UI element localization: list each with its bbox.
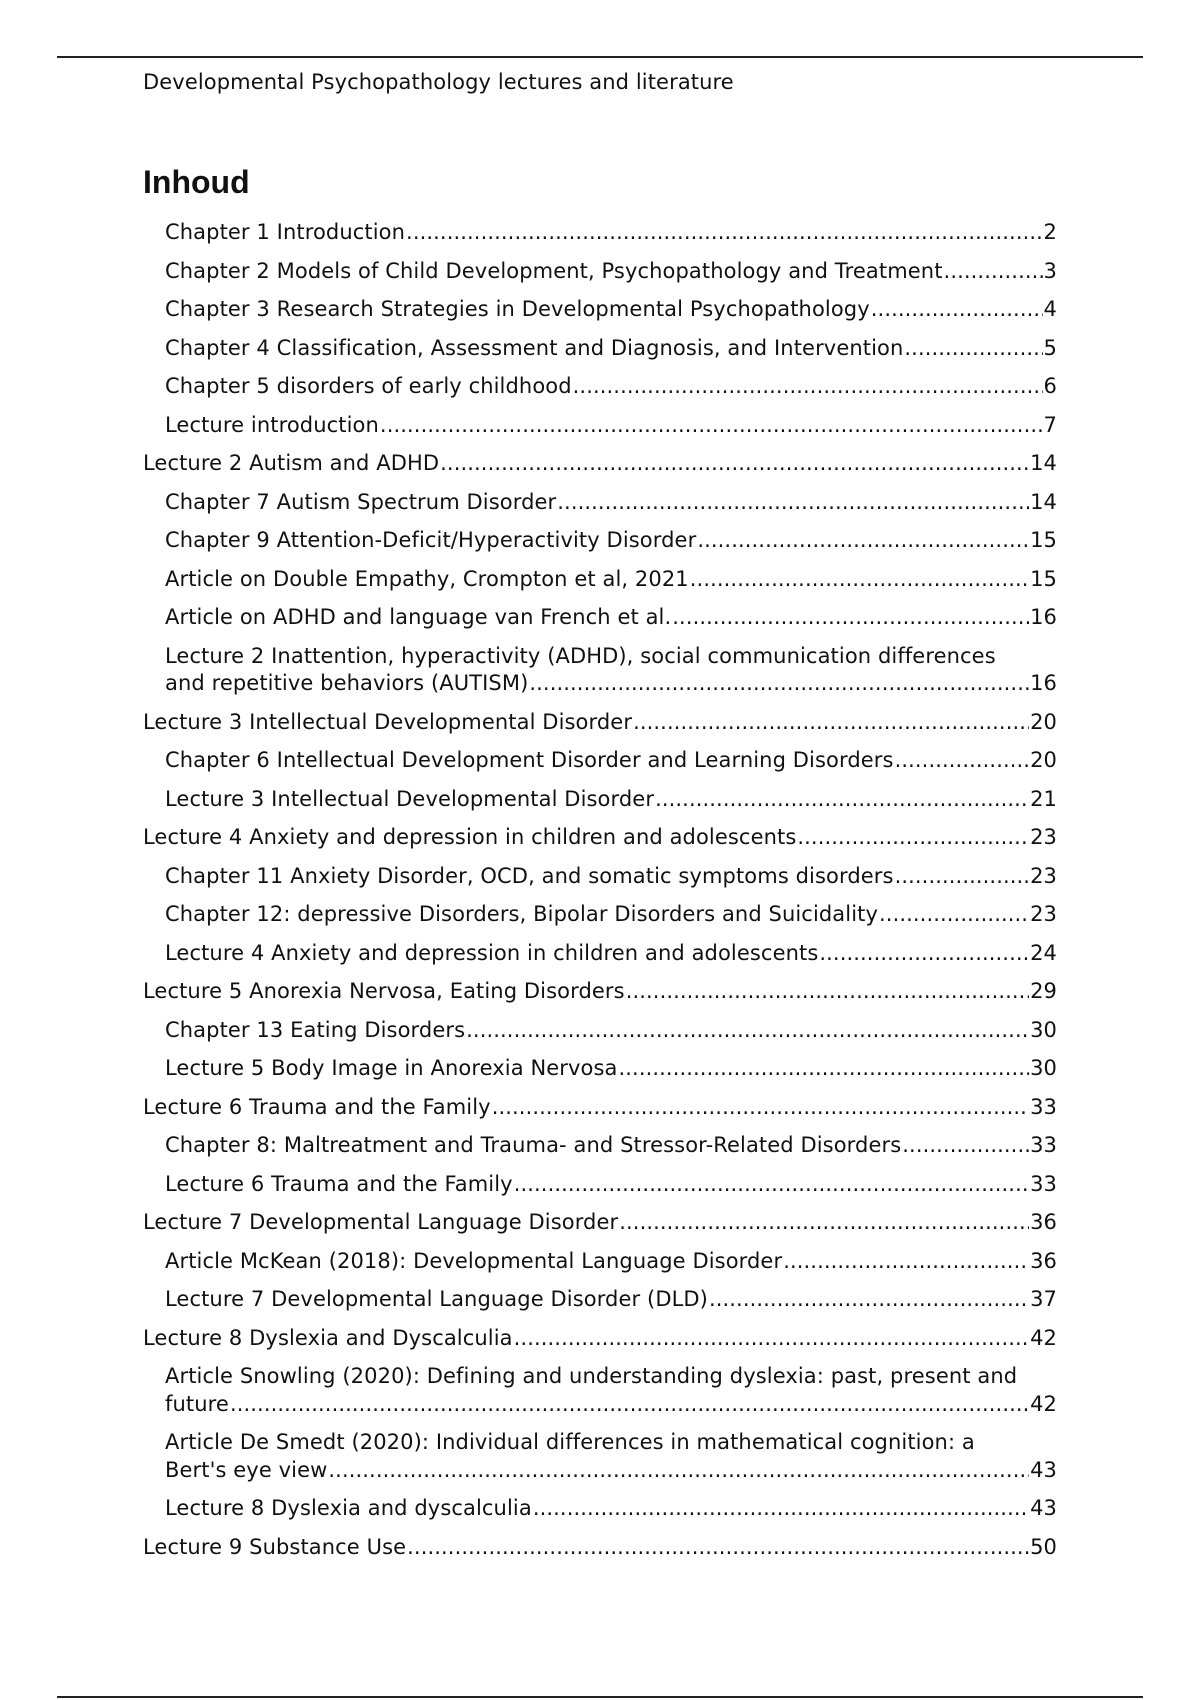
dot-leader: [514, 1171, 1029, 1199]
toc-entry[interactable]: [143, 1534, 1057, 1562]
dot-leader: [895, 747, 1030, 775]
toc-entry-line: [165, 412, 1057, 440]
toc-entry-text: Lecture introduction: [165, 412, 379, 437]
toc-entry-page-number: 5: [1043, 335, 1057, 360]
toc-entry-line: [165, 1457, 1057, 1485]
toc-entry[interactable]: [165, 258, 1057, 286]
toc-entry[interactable]: [143, 1325, 1057, 1353]
toc-entry-text: Chapter 7 Autism Spectrum Disorder: [165, 489, 557, 514]
toc-entry-page-number: 33: [1030, 1171, 1057, 1196]
toc-entry-page-number: 2: [1043, 220, 1057, 244]
toc-entry-text: Article McKean (2018): Developmental Language Disorder: [165, 1248, 783, 1273]
dot-leader: [944, 258, 1043, 286]
toc-entry-text: Lecture 3 Intellectual Developmental Disorder: [165, 786, 655, 811]
toc-entry-text: Chapter 6 Intellectual Development Disorder and Learning Disorders: [165, 748, 894, 772]
toc-entry[interactable]: [165, 335, 1057, 363]
toc-entry-page-number: 20: [1030, 709, 1057, 734]
toc-entry-text: Chapter 13 Eating Disorders: [165, 1017, 466, 1042]
toc-entry-line: [165, 1286, 1057, 1314]
toc-entry-text: Chapter 2 Models of Child Development, Psychopathology and Treatment: [165, 258, 943, 283]
toc-entry[interactable]: [165, 1286, 1057, 1314]
toc-entry-line: [165, 489, 1057, 517]
toc-entry-page-number: 23: [1030, 825, 1057, 849]
toc-entry-line: [165, 901, 1057, 929]
toc-entry[interactable]: [165, 296, 1057, 324]
toc-entry-line: [165, 940, 1057, 968]
toc-entry-text-continued: and repetitive behaviors (AUTISM): [165, 671, 529, 695]
toc-entry[interactable]: [165, 1017, 1057, 1045]
toc-entry-text: Chapter 4 Classification, Assessment and Diagnosis, and Intervention: [165, 335, 904, 360]
toc-entry-page-number: 29: [1030, 979, 1057, 1003]
toc-entry-text: Chapter 1 Introduction: [165, 220, 406, 244]
toc-entry-page-number: 15: [1030, 566, 1057, 591]
toc-entry-page-number: 36: [1030, 1248, 1057, 1273]
dot-leader: [328, 1457, 1029, 1485]
toc-entry-page-number: 30: [1030, 1017, 1057, 1042]
toc-entry[interactable]: [165, 604, 1057, 632]
dot-leader: [902, 1132, 1029, 1160]
toc-entry-line: [165, 296, 1057, 324]
toc-entry[interactable]: [165, 1429, 1057, 1484]
toc-entry-text: Lecture 5 Body Image in Anorexia Nervosa: [165, 1056, 618, 1080]
toc-entry-page-number: 20: [1030, 748, 1057, 772]
toc-entry[interactable]: [165, 940, 1057, 968]
toc-entry-page-number: 7: [1043, 412, 1057, 437]
toc-entry-line: [165, 1017, 1057, 1045]
dot-leader: [406, 219, 1042, 247]
toc-entry-page-number: 23: [1030, 863, 1057, 888]
dot-leader: [529, 670, 1029, 698]
toc-entry[interactable]: [165, 1171, 1057, 1199]
dot-leader: [672, 604, 1029, 632]
toc-entry[interactable]: [143, 824, 1057, 852]
dot-leader: [895, 863, 1030, 891]
toc-entry[interactable]: [143, 978, 1057, 1006]
toc-entry-text: Lecture 2 Autism and ADHD: [143, 451, 440, 475]
toc-entry[interactable]: [143, 1209, 1057, 1237]
header-rule: [57, 56, 1143, 58]
toc-entry-page-number: 33: [1030, 1094, 1057, 1119]
toc-entry[interactable]: [165, 1363, 1057, 1418]
dot-leader: [514, 1325, 1029, 1353]
toc-entry[interactable]: [165, 527, 1057, 555]
toc-entry[interactable]: [165, 373, 1057, 401]
dot-leader: [492, 1094, 1029, 1122]
toc-entry-page-number: 30: [1030, 1056, 1057, 1080]
toc-entry-page-number: 37: [1030, 1287, 1057, 1311]
toc-entry[interactable]: [165, 412, 1057, 440]
dot-leader: [619, 1055, 1030, 1083]
toc-entry-line: [165, 566, 1057, 594]
toc-entry-line: [165, 335, 1057, 363]
toc-entry[interactable]: [165, 1055, 1057, 1083]
toc-entry-page-number: 3: [1043, 258, 1057, 283]
toc-entry-text-continued: future: [165, 1391, 229, 1416]
toc-entry-line: [143, 1209, 1057, 1237]
dot-leader: [797, 824, 1029, 852]
dot-leader: [783, 1248, 1029, 1276]
toc-entry-page-number: 24: [1030, 940, 1057, 965]
toc-entry-page-number: 42: [1030, 1325, 1057, 1350]
toc-entry-text: Lecture 8 Dyslexia and dyscalculia: [165, 1496, 532, 1520]
toc-entry-line: [143, 450, 1057, 478]
toc-entry-page-number: 6: [1043, 374, 1057, 398]
toc-entry-page-number: 50: [1030, 1534, 1057, 1559]
toc-entry-page-number: 16: [1030, 671, 1057, 695]
toc-entry[interactable]: [165, 643, 1057, 698]
toc-entry-page-number: 15: [1030, 528, 1057, 552]
toc-entry-line: [165, 1132, 1057, 1160]
toc-entry-text-continued: Bert's eye view: [165, 1457, 328, 1482]
toc-entry-line: [165, 258, 1057, 286]
toc-entry-line: [165, 747, 1057, 775]
toc-entry[interactable]: [165, 1132, 1057, 1160]
dot-leader: [697, 527, 1029, 555]
toc-entry[interactable]: [143, 709, 1057, 737]
dot-leader: [380, 412, 1043, 440]
toc-entry[interactable]: [165, 1248, 1057, 1276]
toc-entry-text: Lecture 2 Inattention, hyperactivity (ADHD), social communication differences: [165, 643, 996, 668]
dot-leader: [709, 1286, 1029, 1314]
toc-entry-text: Chapter 12: depressive Disorders, Bipolar Disorders and Suicidality: [165, 902, 879, 926]
dot-leader: [533, 1495, 1029, 1523]
toc-entry-text: Lecture 8 Dyslexia and Dyscalculia: [143, 1325, 513, 1350]
toc-entry-line: [143, 709, 1057, 737]
toc-entry-text: Lecture 5 Anorexia Nervosa, Eating Disorders: [143, 979, 625, 1003]
dot-leader: [633, 709, 1029, 737]
toc-entry-line: [165, 1055, 1057, 1083]
toc-entry-text: Article on ADHD and language van French et al.: [165, 605, 672, 629]
toc-entry-text: Chapter 3 Research Strategies in Developmental Psychopathology: [165, 297, 870, 321]
toc-entry[interactable]: [165, 489, 1057, 517]
dot-leader: [557, 489, 1029, 517]
toc-entry[interactable]: [165, 219, 1057, 247]
toc-entry-page-number: 43: [1030, 1457, 1057, 1482]
toc-entry[interactable]: [165, 863, 1057, 891]
toc-entry-text: Chapter 11 Anxiety Disorder, OCD, and somatic symptoms disorders: [165, 863, 894, 888]
toc-entry-line: [165, 670, 1057, 698]
toc-entry-line: [165, 373, 1057, 401]
dot-leader: [655, 786, 1029, 814]
dot-leader: [466, 1017, 1029, 1045]
footer-rule: [57, 1696, 1143, 1698]
toc-entry-line: [165, 219, 1057, 247]
toc-entry-line: [143, 824, 1057, 852]
dot-leader: [904, 335, 1042, 363]
toc-entry-line: [165, 1495, 1057, 1523]
toc-entry-text: Chapter 5 disorders of early childhood: [165, 374, 572, 398]
dot-leader: [230, 1391, 1029, 1419]
toc-entry-text: Lecture 7 Developmental Language Disorder: [143, 1210, 619, 1234]
dot-leader: [440, 450, 1029, 478]
toc-entry-text: Lecture 6 Trauma and the Family: [143, 1094, 491, 1119]
toc-entry-line: [143, 978, 1057, 1006]
toc-entry-page-number: 23: [1030, 902, 1057, 926]
toc-entry-text: Article De Smedt (2020): Individual differences in mathematical cognition: a: [165, 1430, 975, 1454]
dot-leader: [879, 901, 1029, 929]
toc-entry-line: [165, 1248, 1057, 1276]
toc-entry-line: [165, 786, 1057, 814]
toc-entry-page-number: 14: [1030, 489, 1057, 514]
toc-entry-text: Article Snowling (2020): Defining and understanding dyslexia: past, present and: [165, 1364, 1018, 1388]
toc-entry-line: [165, 1171, 1057, 1199]
toc-entry-page-number: 36: [1030, 1210, 1057, 1234]
dot-leader: [690, 566, 1029, 594]
toc-entry[interactable]: [143, 450, 1057, 478]
toc-entry-page-number: 42: [1030, 1391, 1057, 1416]
table-of-contents: [143, 219, 1057, 1572]
toc-entry-line: [143, 1094, 1057, 1122]
toc-entry-line: [165, 1391, 1057, 1419]
toc-entry-line: [143, 1325, 1057, 1353]
toc-entry-page-number: 14: [1030, 451, 1057, 475]
toc-entry[interactable]: [165, 566, 1057, 594]
toc-entry-line: [165, 604, 1057, 632]
toc-entry[interactable]: [165, 901, 1057, 929]
toc-entry-text: Article on Double Empathy, Crompton et al, 2021: [165, 566, 689, 591]
toc-entry-page-number: 43: [1030, 1496, 1057, 1520]
toc-entry-text: Lecture 9 Substance Use: [143, 1534, 407, 1559]
toc-entry-text: Lecture 4 Anxiety and depression in children and adolescents: [165, 940, 819, 965]
toc-entry-line: [165, 863, 1057, 891]
toc-entry[interactable]: [165, 786, 1057, 814]
toc-entry-text: Chapter 9 Attention-Deficit/Hyperactivity Disorder: [165, 528, 697, 552]
toc-entry-line: [165, 527, 1057, 555]
dot-leader: [407, 1534, 1029, 1562]
dot-leader: [619, 1209, 1029, 1237]
dot-leader: [871, 296, 1043, 324]
document-header: Developmental Psychopathology lectures and literature: [143, 70, 734, 94]
toc-entry[interactable]: [165, 747, 1057, 775]
toc-entry-text: Lecture 4 Anxiety and depression in children and adolescents: [143, 825, 797, 849]
toc-entry-text: Chapter 8: Maltreatment and Trauma- and Stressor-Related Disorders: [165, 1133, 902, 1157]
dot-leader: [626, 978, 1029, 1006]
toc-title: Inhoud: [143, 164, 250, 200]
dot-leader: [819, 940, 1029, 968]
toc-entry-page-number: 33: [1030, 1133, 1057, 1157]
toc-entry[interactable]: [165, 1495, 1057, 1523]
dot-leader: [573, 373, 1043, 401]
toc-entry-page-number: 4: [1043, 297, 1057, 321]
toc-entry-page-number: 16: [1030, 605, 1057, 629]
toc-entry[interactable]: [143, 1094, 1057, 1122]
toc-entry-text: Lecture 3 Intellectual Developmental Disorder: [143, 709, 633, 734]
toc-entry-page-number: 21: [1030, 786, 1057, 811]
toc-entry-line: [143, 1534, 1057, 1562]
toc-entry-text: Lecture 6 Trauma and the Family: [165, 1171, 513, 1196]
toc-entry-text: Lecture 7 Developmental Language Disorder (DLD): [165, 1287, 708, 1311]
